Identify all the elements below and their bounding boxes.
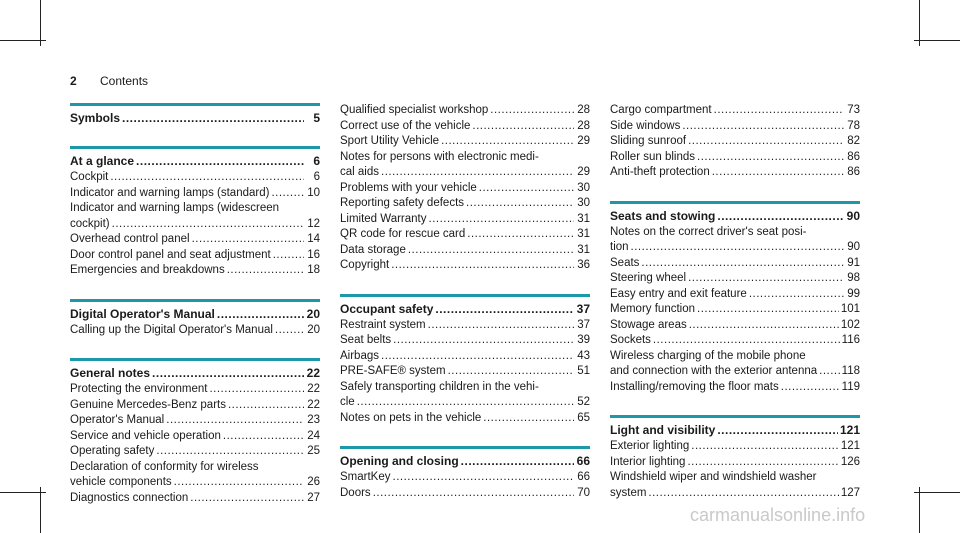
section-heading-page: 22	[306, 366, 320, 380]
dot-leader	[712, 165, 844, 181]
toc-entry[interactable]	[340, 333, 590, 349]
toc-entry-page: 121	[840, 440, 860, 452]
toc-entry[interactable]	[340, 119, 590, 135]
toc-entry[interactable]	[70, 444, 320, 460]
toc-entry-page: 101	[840, 303, 860, 315]
toc-entry-page: 23	[307, 414, 320, 426]
toc-entry-page: 22	[307, 383, 320, 395]
dot-leader	[393, 470, 575, 486]
toc-entry-text: Installing/removing the floor mats	[610, 380, 779, 393]
toc-entry[interactable]	[610, 150, 860, 166]
toc-entry-page: 86	[847, 150, 860, 163]
toc-entry-text: Genuine Mercedes-Benz parts	[70, 398, 226, 411]
toc-entry-text: Doors	[340, 486, 371, 499]
dot-leader	[490, 103, 574, 119]
section-heading-text: Light and visibility	[610, 423, 716, 437]
toc-section	[70, 146, 320, 279]
toc-entry-page: 18	[307, 264, 320, 276]
toc-entry-page: 28	[577, 119, 590, 132]
toc-entry-text: Qualified specialist workshop	[340, 104, 489, 116]
dot-leader	[112, 217, 304, 233]
toc-entry-page: 36	[577, 259, 590, 271]
section-heading-page: 20	[306, 306, 320, 321]
toc-entry[interactable]	[610, 165, 860, 181]
toc-entry-page: 16	[307, 248, 320, 261]
toc-entry-page: 31	[577, 228, 590, 240]
dot-leader	[697, 302, 839, 318]
toc-entry-line: Safely transporting children in the vehi-	[340, 380, 539, 393]
toc-entry-page: 6	[313, 171, 320, 183]
section-heading[interactable]	[340, 301, 590, 317]
dot-leader	[192, 232, 304, 248]
toc-entry[interactable]	[70, 186, 320, 202]
toc-entry[interactable]	[340, 165, 590, 181]
toc-entry-text: cle	[340, 396, 355, 408]
toc-entry-text: Correct use of the vehicle	[340, 119, 471, 132]
section-heading-text: Symbols	[70, 111, 121, 125]
section-divider	[610, 415, 860, 418]
dot-leader	[391, 258, 574, 274]
toc-entry-page: 29	[577, 166, 590, 178]
section-divider	[70, 299, 320, 302]
toc-entry-text: Calling up the Digital Operator's Manual	[70, 323, 273, 336]
dot-leader	[122, 110, 304, 126]
toc-entry-page: 78	[847, 119, 860, 132]
section-divider	[340, 446, 590, 449]
toc-entry-text: Sport Utility Vehicle	[340, 135, 440, 147]
toc-entry-page: 91	[847, 256, 860, 269]
toc-entry-line: Declaration of conformity for wireless	[70, 460, 259, 473]
dot-leader	[688, 134, 844, 150]
toc-entry-page: 90	[847, 241, 860, 253]
dot-leader	[461, 453, 574, 469]
dot-leader	[136, 153, 304, 169]
toc-entry[interactable]	[340, 395, 590, 411]
toc-entry-page: 30	[577, 197, 590, 209]
section-heading[interactable]	[340, 453, 590, 469]
dot-leader	[228, 398, 304, 414]
toc-entry-page: 29	[577, 135, 590, 147]
toc-section	[340, 103, 590, 274]
section-heading-text: Seats and stowing	[610, 208, 716, 223]
toc-entry-page: 25	[307, 445, 320, 457]
toc-entry-text: Reporting safety defects	[340, 197, 465, 209]
toc-entry[interactable]	[610, 287, 860, 303]
section-heading[interactable]	[610, 422, 860, 438]
toc-entry-page: 70	[577, 486, 590, 499]
dot-leader	[435, 301, 574, 317]
toc-entry[interactable]	[610, 318, 860, 334]
section-heading-page: 37	[576, 301, 590, 316]
toc-entry[interactable]	[70, 323, 320, 339]
toc-entry[interactable]	[70, 398, 320, 414]
toc-entry[interactable]	[340, 258, 590, 274]
toc-section	[70, 358, 320, 506]
toc-entry[interactable]	[610, 364, 860, 380]
toc-entry-text: system	[610, 486, 647, 499]
toc-entry[interactable]	[610, 256, 860, 272]
crop-mark	[40, 487, 41, 533]
crop-mark	[914, 492, 960, 493]
dot-leader	[393, 333, 574, 349]
dot-leader	[691, 439, 839, 455]
toc-entry-page: 82	[847, 135, 860, 147]
toc-entry-text: Copyright	[340, 259, 390, 271]
dot-leader	[448, 364, 574, 380]
dot-leader	[428, 318, 574, 334]
toc-entry-text: cockpit)	[70, 217, 110, 230]
toc-entry-page: 27	[307, 491, 320, 504]
toc-entry[interactable]	[610, 271, 860, 287]
toc-entry-page: 12	[307, 217, 320, 230]
toc-entry[interactable]	[610, 439, 860, 455]
section-heading-text: Opening and closing	[340, 454, 459, 468]
dot-leader	[472, 119, 574, 135]
toc-entry[interactable]	[70, 382, 320, 398]
toc-entry-line: Indicator and warning lamps (widescreen	[70, 202, 280, 214]
dot-leader	[483, 411, 574, 427]
toc-entry-text: Cockpit	[70, 171, 109, 183]
dot-leader	[408, 243, 574, 259]
toc-entry[interactable]	[340, 181, 590, 197]
toc-entry-page: 98	[847, 272, 860, 284]
toc-entry[interactable]	[340, 227, 590, 243]
dot-leader	[217, 306, 304, 322]
toc-entry-text: Service and vehicle operation	[70, 429, 221, 442]
toc-entry[interactable]	[70, 475, 320, 491]
toc-column-1	[70, 103, 320, 526]
section-divider	[70, 146, 320, 149]
toc-entry-page: 86	[847, 166, 860, 178]
dot-leader	[381, 165, 574, 181]
toc-entry-page: 43	[577, 349, 590, 362]
toc-entry-text: Easy entry and exit feature	[610, 287, 747, 300]
toc-entry-page: 126	[840, 455, 860, 468]
dot-leader	[156, 444, 304, 460]
toc-entry[interactable]	[340, 103, 590, 119]
toc-entry-text: Side windows	[610, 119, 681, 132]
toc-entry[interactable]	[340, 364, 590, 380]
toc-entry-text: vehicle components	[70, 476, 172, 488]
toc-section	[340, 294, 590, 427]
dot-leader	[682, 119, 844, 135]
toc-entry-text: Airbags	[340, 349, 379, 362]
toc-entry-page: 39	[577, 334, 590, 346]
toc-entry-text: and connection with the exterior antenna	[610, 365, 818, 377]
toc-entry[interactable]	[610, 119, 860, 135]
toc-entry-page: 66	[577, 471, 590, 483]
dot-leader	[357, 395, 574, 411]
section-heading[interactable]	[70, 306, 320, 322]
dot-leader	[631, 240, 844, 256]
toc-entry-line: Wireless charging of the mobile phone	[610, 349, 806, 362]
dot-leader	[174, 475, 304, 491]
dot-leader	[717, 208, 844, 224]
section-heading-text: General notes	[70, 366, 151, 380]
toc-entry-line: Notes for persons with electronic medi-	[340, 150, 539, 163]
section-divider	[70, 358, 320, 361]
toc-entry[interactable]	[70, 491, 320, 507]
dot-leader	[749, 287, 844, 303]
toc-entry[interactable]	[70, 263, 320, 279]
dot-leader	[190, 491, 304, 507]
toc-entry-page: 99	[847, 287, 860, 300]
dot-leader	[717, 422, 838, 438]
dot-leader	[781, 380, 840, 396]
watermark: carmanualsonline.info	[690, 505, 866, 525]
toc-entry[interactable]	[70, 429, 320, 445]
toc-entry[interactable]	[340, 318, 590, 334]
toc-section	[610, 103, 860, 181]
toc-entry[interactable]	[70, 248, 320, 264]
toc-entry-page: 37	[577, 318, 590, 331]
toc-entry[interactable]	[610, 333, 860, 349]
toc-entry[interactable]	[70, 217, 320, 233]
section-heading-text: At a glance	[70, 154, 135, 168]
toc-entry-page: 118	[841, 365, 860, 377]
toc-entry-page: 119	[841, 380, 860, 393]
toc-entry[interactable]	[340, 196, 590, 212]
toc-entry-text: Operator's Manual	[70, 414, 165, 426]
section-heading[interactable]	[610, 208, 860, 224]
toc-entry[interactable]	[610, 134, 860, 150]
toc-entry-page: 65	[577, 411, 590, 424]
toc-entry[interactable]	[340, 212, 590, 228]
section-divider	[610, 201, 860, 204]
dot-leader	[373, 486, 574, 502]
toc-entry-text: Protecting the environment	[70, 383, 208, 395]
dot-leader	[209, 382, 304, 398]
toc-entry-text: Memory function	[610, 303, 696, 315]
toc-section	[610, 201, 860, 396]
toc-section	[70, 103, 320, 126]
dot-leader	[381, 349, 574, 365]
toc-entry-text: PRE-SAFE® system	[340, 365, 446, 377]
section-heading-page: 5	[313, 111, 320, 125]
toc-entry[interactable]	[340, 411, 590, 427]
toc-entry-text: tion	[610, 241, 629, 253]
dot-leader	[110, 170, 304, 186]
dot-leader	[653, 333, 840, 349]
toc-entry[interactable]	[610, 302, 860, 318]
dot-leader	[223, 429, 304, 445]
toc-entry-page: 102	[840, 318, 860, 331]
toc-entry-text: Seat belts	[340, 334, 392, 346]
toc-section	[610, 415, 860, 501]
toc-entry-text: Emergencies and breakdowns	[70, 264, 225, 276]
toc-entry-page: 24	[307, 429, 320, 442]
toc-entry-text: SmartKey	[340, 471, 391, 483]
page-number: 2	[70, 74, 77, 88]
toc-entry-page: 31	[577, 212, 590, 225]
crop-mark	[0, 40, 46, 41]
section-heading[interactable]	[70, 110, 320, 126]
toc-entry[interactable]	[340, 243, 590, 259]
toc-entry-page: 31	[577, 243, 590, 256]
toc-entry-page: 30	[577, 181, 590, 194]
dot-leader	[687, 455, 838, 471]
toc-entry-page: 28	[577, 104, 590, 116]
toc-entry-text: Cargo compartment	[610, 104, 712, 116]
section-heading-text: Occupant safety	[340, 301, 434, 316]
toc-entry-page: 10	[307, 186, 320, 199]
toc-entry[interactable]	[340, 349, 590, 365]
toc-entry[interactable]	[340, 134, 590, 150]
running-title: Contents	[100, 74, 149, 88]
section-heading-page: 121	[839, 423, 860, 437]
dot-leader	[641, 256, 844, 272]
dot-leader	[166, 413, 304, 429]
toc-section	[70, 299, 320, 339]
dot-leader	[227, 263, 304, 279]
dot-leader	[273, 248, 304, 264]
dot-leader	[689, 318, 839, 334]
toc-entry[interactable]	[340, 470, 590, 486]
toc-entry[interactable]	[610, 380, 860, 396]
toc-entry-line: Notes on the correct driver's seat posi-	[610, 225, 807, 238]
toc-entry[interactable]	[70, 232, 320, 248]
toc-entry[interactable]	[340, 486, 590, 502]
section-divider	[70, 103, 320, 106]
crop-mark	[914, 40, 960, 41]
dot-leader	[152, 365, 304, 381]
dot-leader	[466, 196, 574, 212]
dot-leader	[271, 186, 304, 202]
toc-entry[interactable]	[70, 170, 320, 186]
toc-entry[interactable]	[70, 413, 320, 429]
toc-entry-page: 20	[307, 323, 320, 336]
toc-entry-page: 22	[307, 398, 320, 411]
dot-leader	[275, 323, 304, 339]
crop-mark	[919, 487, 920, 533]
toc-entry-text: Seats	[610, 256, 640, 269]
toc-entry[interactable]	[610, 240, 860, 256]
section-heading[interactable]	[70, 153, 320, 169]
toc-entry-line: Windshield wiper and windshield washer	[610, 471, 817, 483]
section-heading-page: 6	[313, 154, 320, 168]
toc-entry-text: Roller sun blinds	[610, 150, 696, 163]
toc-entry-text: Sliding sunroof	[610, 135, 687, 147]
toc-entry[interactable]	[610, 103, 860, 119]
toc-entry-text: Anti-theft protection	[610, 166, 710, 178]
toc-entry-text: Operating safety	[70, 445, 155, 457]
toc-entry-text: Steering wheel	[610, 272, 687, 284]
toc-entry-text: Stowage areas	[610, 318, 687, 331]
dot-leader	[429, 212, 575, 228]
dot-leader	[714, 103, 844, 119]
section-heading[interactable]	[70, 365, 320, 381]
toc-entry-text: Indicator and warning lamps (standard)	[70, 186, 270, 199]
section-heading-page: 66	[576, 454, 590, 468]
dot-leader	[697, 150, 844, 166]
toc-entry-page: 116	[841, 334, 860, 346]
toc-entry-text: Sockets	[610, 334, 651, 346]
dot-leader	[467, 227, 574, 243]
toc-entry-text: Exterior lighting	[610, 440, 690, 452]
toc-entry-page: 127	[840, 486, 860, 499]
dot-leader	[479, 181, 574, 197]
toc-entry-page: 73	[847, 104, 860, 116]
toc-entry[interactable]	[610, 486, 860, 502]
toc-entry-page: 26	[307, 476, 320, 488]
toc-entry-text: cal aids	[340, 166, 379, 178]
toc-entry-page: 14	[307, 233, 320, 245]
toc-entry-text: Door control panel and seat adjustment	[70, 248, 271, 261]
dot-leader	[441, 134, 574, 150]
toc-section	[340, 446, 590, 501]
toc-entry-text: Restraint system	[340, 318, 426, 331]
toc-entry-text: QR code for rescue card	[340, 228, 466, 240]
toc-entry-text: Data storage	[340, 243, 406, 256]
toc-entry-page: 52	[577, 396, 590, 408]
toc-entry-text: Notes on pets in the vehicle	[340, 411, 482, 424]
toc-entry-text: Overhead control panel	[70, 233, 190, 245]
section-divider	[340, 294, 590, 297]
toc-entry-page: 51	[577, 365, 590, 377]
toc-entry[interactable]	[610, 455, 860, 471]
toc-entry-text: Interior lighting	[610, 455, 686, 468]
toc-entry-text: Problems with your vehicle	[340, 181, 477, 194]
toc-entry-text: Limited Warranty	[340, 212, 427, 225]
toc-column-3	[610, 103, 860, 521]
toc-column-2	[340, 103, 590, 521]
toc-entry-text: Diagnostics connection	[70, 491, 189, 504]
dot-leader	[648, 486, 838, 502]
dot-leader	[688, 271, 844, 287]
section-heading-page: 90	[846, 208, 860, 223]
section-heading-text: Digital Operator's Manual	[70, 306, 215, 321]
dot-leader	[819, 364, 840, 380]
crop-mark	[0, 492, 46, 493]
